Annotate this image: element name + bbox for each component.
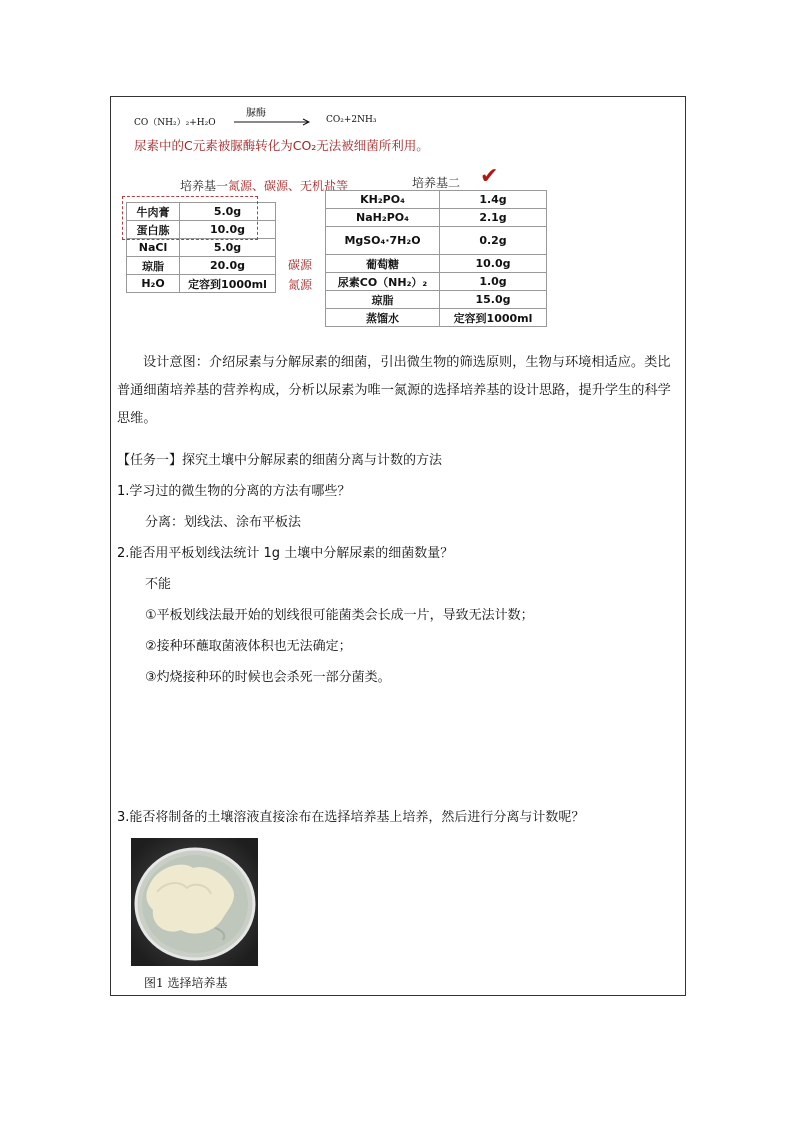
medium2-title: 培养基二 xyxy=(412,176,461,190)
ingredient-amount: 15.0g xyxy=(440,291,547,309)
ingredient-amount: 10.0g xyxy=(180,221,276,239)
ingredient-amount: 定容到1000ml xyxy=(180,275,276,293)
answer-1: 分离：划线法、涂布平板法 xyxy=(145,515,302,530)
ingredient-name: NaH₂PO₄ xyxy=(326,209,440,227)
figure-caption: 图1 选择培养基 xyxy=(144,976,228,990)
ingredient-name: KH₂PO₄ xyxy=(326,191,440,209)
medium1-title xyxy=(180,177,348,194)
ingredient-name: H₂O xyxy=(127,275,180,293)
reason-1: ①平板划线法最开始的划线很可能菌类会长成一片，导致无法计数； xyxy=(145,608,534,623)
question-3: 3.能否将制备的土壤溶液直接涂布在选择培养基上培养，然后进行分离与计数呢？ xyxy=(117,810,585,825)
ingredient-name: 琼脂 xyxy=(326,291,440,309)
urea-note: 尿素中的C元素被脲酶转化为CO₂无法被细菌所利用。 xyxy=(134,138,429,153)
urease-equation xyxy=(134,106,434,134)
ingredient-amount: 1.0g xyxy=(440,273,547,291)
table-row xyxy=(127,257,276,275)
table-row xyxy=(326,255,547,273)
table-row xyxy=(326,273,547,291)
question-2: 2.能否用平板划线法统计 1g 土壤中分解尿素的细菌数量？ xyxy=(117,546,454,561)
medium1-title-red: 氮源、碳源、无机盐等 xyxy=(228,179,349,193)
petri-dish-photo xyxy=(131,838,258,966)
ingredient-amount: 5.0g xyxy=(180,203,276,221)
table-row xyxy=(326,309,547,327)
equation-enzyme: 脲酶 xyxy=(246,108,266,119)
carbon-label: 碳源 xyxy=(288,258,313,272)
petri-dish-icon xyxy=(131,838,258,966)
ingredient-name: NaCl xyxy=(127,239,180,257)
task-title: 【任务一】探究土壤中分解尿素的细菌分离与计数的方法 xyxy=(117,453,443,468)
reason-2: ②接种环蘸取菌液体积也无法确定； xyxy=(145,639,352,654)
ingredient-name: 尿素CO（NH₂）₂ xyxy=(326,273,440,291)
table-row xyxy=(127,239,276,257)
ingredient-amount: 定容到1000ml xyxy=(440,309,547,327)
design-intent: 设计意图：介绍尿素与分解尿素的细菌，引出微生物的筛选原则，生物与环境相适应。类比普通细菌培养基的营养构成，分析以尿素为唯一氮源的选择培养基的设计思路，提升学生的科学思维。 xyxy=(117,355,671,426)
ingredient-name: 蛋白胨 xyxy=(127,221,180,239)
ingredient-amount: 2.1g xyxy=(440,209,547,227)
table-row xyxy=(326,191,547,209)
source-labels xyxy=(288,255,312,295)
answer-2: 不能 xyxy=(145,577,172,592)
nitrogen-label: 氮源 xyxy=(288,278,313,292)
ingredient-amount: 1.4g xyxy=(440,191,547,209)
ingredient-name: MgSO₄·7H₂O xyxy=(326,227,440,255)
table-row xyxy=(326,209,547,227)
medium2-table xyxy=(325,190,547,327)
equation-right: CO₂+2NH₃ xyxy=(326,115,377,125)
table-row xyxy=(326,227,547,255)
equation-left: CO（NH₂）₂+H₂O xyxy=(134,118,216,128)
question-1: 1.学习过的微生物的分离的方法有哪些？ xyxy=(117,484,351,499)
ingredient-name: 牛肉膏 xyxy=(127,203,180,221)
medium1-title-prefix: 培养基一 xyxy=(180,179,229,193)
ingredient-name: 琼脂 xyxy=(127,257,180,275)
ingredient-amount: 0.2g xyxy=(440,227,547,255)
table-row xyxy=(127,275,276,293)
check-icon: ✔ xyxy=(480,164,499,189)
ingredient-amount: 10.0g xyxy=(440,255,547,273)
ingredient-amount: 20.0g xyxy=(180,257,276,275)
ingredient-name: 蒸馏水 xyxy=(326,309,440,327)
ingredient-name: 葡萄糖 xyxy=(326,255,440,273)
highlight-box xyxy=(122,196,258,240)
reaction-arrow-icon xyxy=(234,117,312,127)
ingredient-amount: 5.0g xyxy=(180,239,276,257)
reason-3: ③灼烧接种环的时候也会杀死一部分菌类。 xyxy=(145,670,391,685)
table-row xyxy=(326,291,547,309)
